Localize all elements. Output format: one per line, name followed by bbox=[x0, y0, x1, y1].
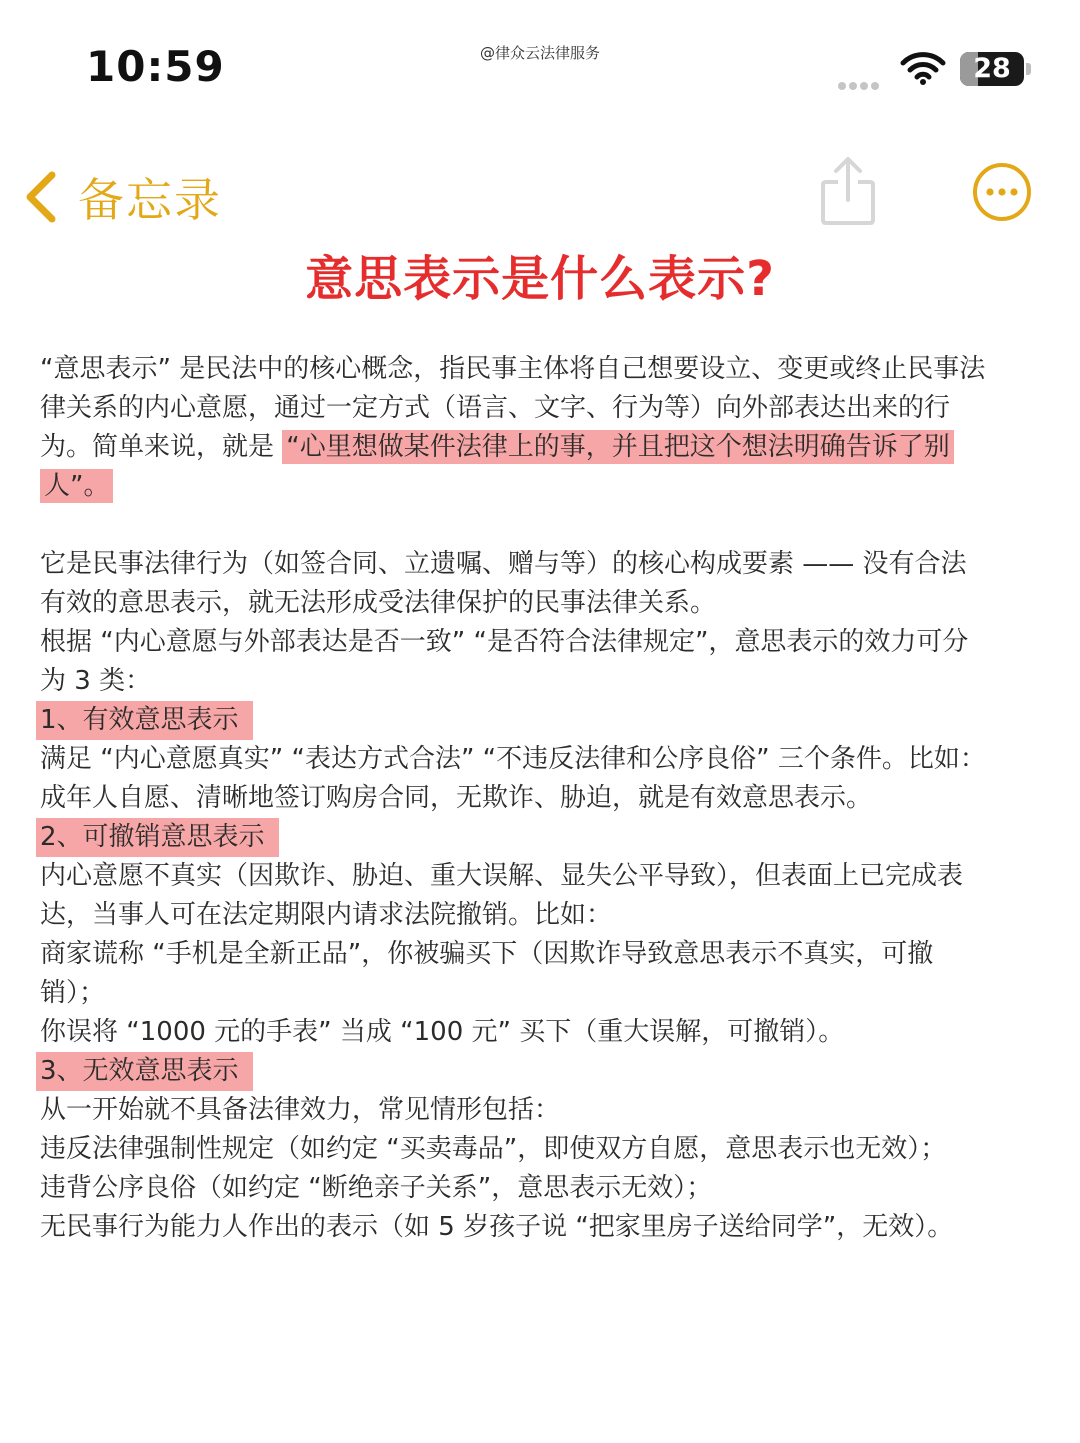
cellular-signal-icon bbox=[838, 75, 888, 85]
nav-bar bbox=[0, 150, 1080, 240]
back-label: 备忘录 bbox=[78, 173, 222, 227]
battery-percent: 28 bbox=[973, 53, 1011, 84]
section-heading-valid bbox=[40, 701, 990, 740]
paragraph-classification: 根据 “内心意愿与外部表达是否一致” “是否符合法律规定”，意思表示的效力可分为 3 类： bbox=[40, 627, 969, 696]
paragraph-intro bbox=[40, 350, 990, 506]
watermark-text: @律众云法律服务 bbox=[479, 44, 600, 62]
paragraph-invalid: 从一开始就不具备法律效力，常见情形包括： bbox=[40, 1095, 561, 1125]
paragraph-revocable-example-1: 商家谎称 “手机是全新正品”，你被骗买下（因欺诈导致意思表示不真实，可撤销）； bbox=[40, 939, 934, 1008]
heading-revocable: 2、可撤销意思表示 bbox=[36, 818, 279, 857]
paragraph-revocable-example-2: 你误将 “1000 元的手表” 当成 “100 元” 买下（重大误解，可撤销）。 bbox=[40, 1017, 845, 1047]
highlight-definition: “心里想做某件法律上的事，并且把这个想法明确告诉了别人”。 bbox=[40, 430, 954, 503]
status-time: 10:59 bbox=[86, 42, 225, 91]
paragraph-invalid-example-3: 无民事行为能力人作出的表示（如 5 岁孩子说 “把家里房子送给同学”，无效）。 bbox=[40, 1212, 954, 1242]
heading-invalid: 3、无效意思表示 bbox=[36, 1052, 253, 1091]
note-body[interactable] bbox=[40, 350, 990, 1247]
back-button[interactable] bbox=[20, 162, 222, 232]
paragraph-revocable: 内心意愿不真实（因欺诈、胁迫、重大误解、显失公平导致），但表面上已完成表达，当事人可在法定期限内请求法院撤销。比如： bbox=[40, 861, 964, 930]
note-title: 意思表示是什么表示? bbox=[305, 251, 775, 307]
paragraph-valid: 满足 “内心意愿真实” “表达方式合法” “不违反法律和公序良俗” 三个条件。比如：成年人自愿、清晰地签订购房合同，无欺诈、胁迫，就是有效意思表示。 bbox=[40, 744, 986, 813]
battery-cap bbox=[1026, 63, 1031, 75]
status-bar bbox=[0, 0, 1080, 130]
section-heading-revocable bbox=[40, 818, 990, 857]
intro-text: “意思表示” 是民法中的核心概念，指民事主体将自己想要设立、变更或终止民事法律关系的内心意愿，通过一定方式（语言、文字、行为等）向外部表达出来的行为。简单来说，就是 bbox=[40, 354, 986, 462]
heading-valid: 1、有效意思表示 bbox=[36, 701, 253, 740]
paragraph-invalid-example-2: 违背公序良俗（如约定 “断绝亲子关系”，意思表示无效）； bbox=[40, 1173, 713, 1203]
chevron-left-icon bbox=[20, 167, 60, 227]
ellipsis-circle-icon[interactable] bbox=[971, 161, 1033, 223]
paragraph-role: 它是民事法律行为（如签合同、立遗嘱、赠与等）的核心构成要素 —— 没有合法有效的意思表示，就无法形成受法律保护的民事法律关系。 bbox=[40, 549, 967, 618]
wifi-icon bbox=[900, 50, 946, 86]
blank-line bbox=[40, 506, 990, 545]
share-icon[interactable] bbox=[818, 154, 878, 228]
paragraph-invalid-example-1: 违反法律强制性规定（如约定 “买卖毒品”，即使双方自愿，意思表示也无效）； bbox=[40, 1134, 947, 1164]
section-heading-invalid bbox=[40, 1052, 990, 1091]
battery-icon bbox=[960, 52, 1024, 86]
